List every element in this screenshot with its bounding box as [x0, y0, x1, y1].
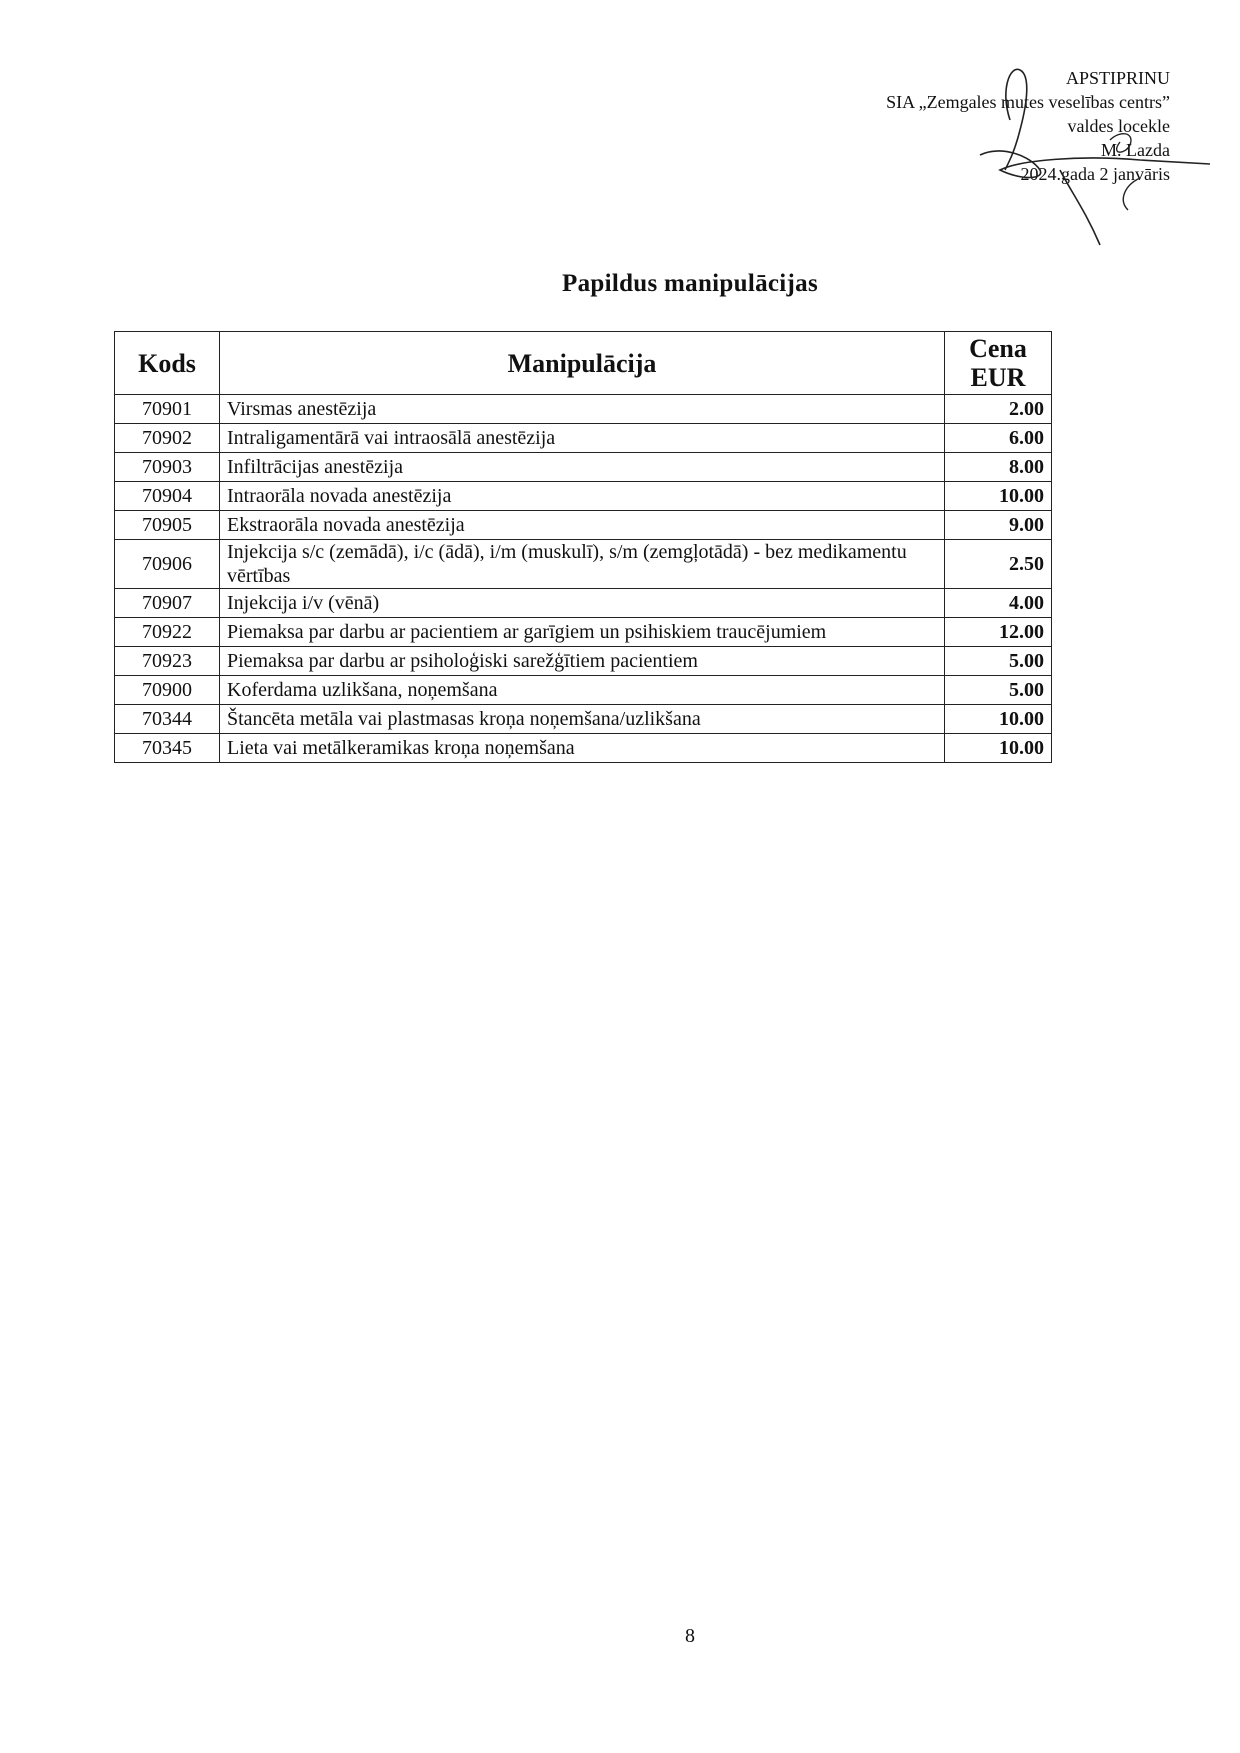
- header-price-line2: EUR: [970, 363, 1026, 392]
- row-code: 70900: [115, 676, 220, 705]
- row-code: 70905: [115, 511, 220, 540]
- header-price: [945, 332, 1052, 395]
- table-row: [115, 705, 1052, 734]
- header-procedure: Manipulācija: [220, 332, 945, 395]
- table-row: [115, 424, 1052, 453]
- table-row: [115, 482, 1052, 511]
- approval-organization: SIA „Zemgales mutes veselības centrs”: [886, 92, 1170, 112]
- row-code: 70903: [115, 453, 220, 482]
- row-price: 10.00: [945, 734, 1052, 763]
- header-price-line1: Cena: [969, 334, 1027, 363]
- row-procedure: Intraorāla novada anestēzija: [220, 482, 945, 511]
- document-title: Papildus manipulācijas: [562, 270, 818, 297]
- row-price: 4.00: [945, 589, 1052, 618]
- row-price: 2.50: [945, 540, 1052, 589]
- row-price: 5.00: [945, 647, 1052, 676]
- row-code: 70923: [115, 647, 220, 676]
- row-procedure: Infiltrācijas anestēzija: [220, 453, 945, 482]
- table-row: [115, 589, 1052, 618]
- row-code: 70906: [115, 540, 220, 589]
- row-price: 6.00: [945, 424, 1052, 453]
- row-code: 70907: [115, 589, 220, 618]
- approval-heading: APSTIPRINU: [1065, 68, 1170, 88]
- row-procedure: Piemaksa par darbu ar pacientiem ar garīgiem un psihiskiem traucējumiem: [220, 618, 945, 647]
- row-price: 12.00: [945, 618, 1052, 647]
- row-price: 10.00: [945, 705, 1052, 734]
- row-procedure: Injekcija i/v (vēnā): [220, 589, 945, 618]
- row-price: 10.00: [945, 482, 1052, 511]
- row-code: 70904: [115, 482, 220, 511]
- row-code: 70344: [115, 705, 220, 734]
- approval-position: valdes locekle: [1067, 116, 1170, 136]
- approval-date: 2024.gada 2 janvāris: [1020, 164, 1170, 184]
- row-price: 5.00: [945, 676, 1052, 705]
- approval-name: M. Lazda: [1101, 140, 1170, 160]
- table-row: [115, 647, 1052, 676]
- row-price: 8.00: [945, 453, 1052, 482]
- table-row: [115, 618, 1052, 647]
- row-procedure: Ekstraorāla novada anestēzija: [220, 511, 945, 540]
- page-number: 8: [685, 1625, 695, 1647]
- table-row: [115, 540, 1052, 589]
- table-row: [115, 453, 1052, 482]
- row-price: 2.00: [945, 395, 1052, 424]
- price-table: [114, 331, 1052, 763]
- table-row: [115, 676, 1052, 705]
- table-row: [115, 734, 1052, 763]
- row-code: 70922: [115, 618, 220, 647]
- table-row: [115, 511, 1052, 540]
- row-procedure: Virsmas anestēzija: [220, 395, 945, 424]
- row-procedure: Koferdama uzlikšana, noņemšana: [220, 676, 945, 705]
- table-body: [115, 395, 1052, 763]
- header-code: Kods: [115, 332, 220, 395]
- table-header-row: [115, 332, 1052, 395]
- approval-block: [750, 66, 1170, 186]
- row-code: 70902: [115, 424, 220, 453]
- row-procedure: Lieta vai metālkeramikas kroņa noņemšana: [220, 734, 945, 763]
- row-procedure: Piemaksa par darbu ar psiholoģiski sarežģītiem pacientiem: [220, 647, 945, 676]
- row-procedure: Štancēta metāla vai plastmasas kroņa noņemšana/uzlikšana: [220, 705, 945, 734]
- row-procedure: Injekcija s/c (zemādā), i/c (ādā), i/m (muskulī), s/m (zemgļotādā) - bez medikamentu vērtības: [220, 540, 945, 589]
- row-procedure: Intraligamentārā vai intraosālā anestēzija: [220, 424, 945, 453]
- table-row: [115, 395, 1052, 424]
- row-code: 70901: [115, 395, 220, 424]
- row-price: 9.00: [945, 511, 1052, 540]
- row-code: 70345: [115, 734, 220, 763]
